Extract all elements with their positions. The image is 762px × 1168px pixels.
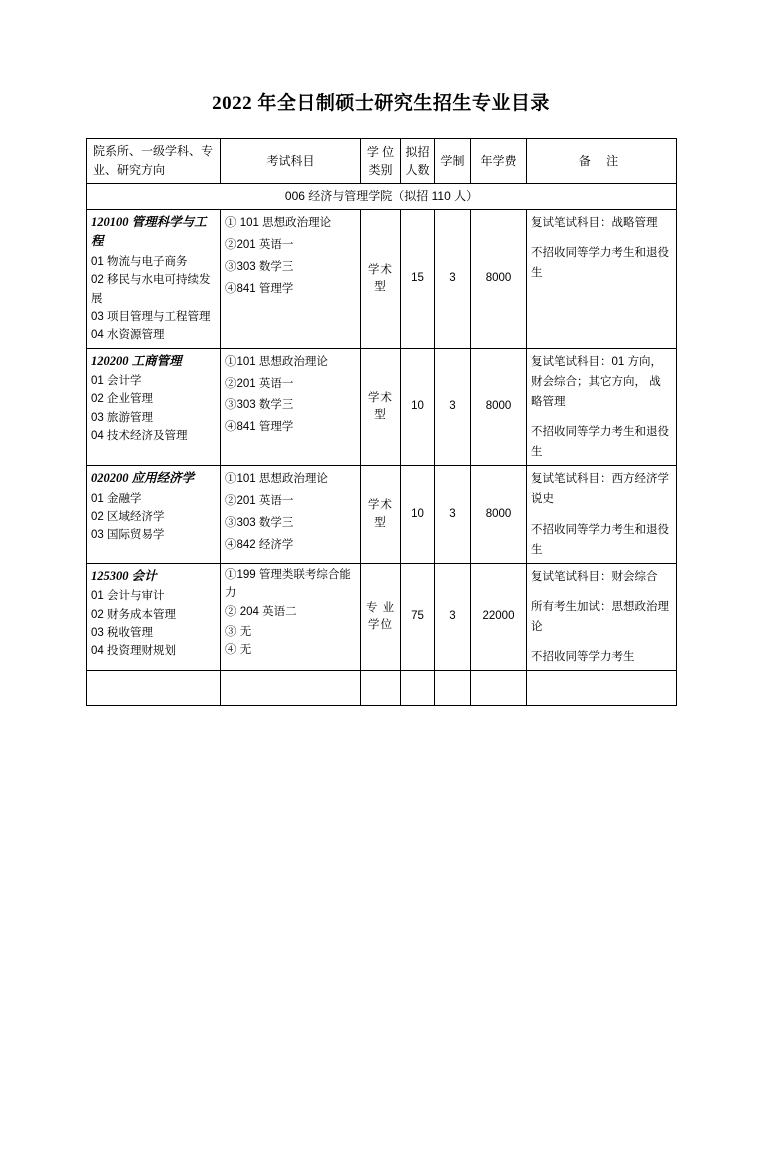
page-title: 2022 年全日制硕士研究生招生专业目录 — [212, 93, 550, 114]
table-header-row — [87, 139, 677, 184]
header-years: 学制 — [435, 139, 471, 184]
years-cell: 3 — [435, 348, 471, 466]
years-cell: 3 — [435, 466, 471, 564]
subject-item: ④ 无 — [225, 644, 252, 657]
direction-item: 01 金融学 — [91, 492, 142, 505]
subject-item: ①101 思想政治理论 — [225, 473, 328, 486]
direction-item: 02 财务成本管理 — [91, 608, 176, 621]
spacer-cell — [471, 671, 527, 706]
remark-item: 不招收同等学力考生 — [531, 651, 635, 664]
remark-item: 所有考生加试：思想政治理论 — [531, 600, 669, 634]
subject-item: ③303 数学三 — [225, 260, 294, 273]
subject-item: ① 101 思想政治理论 — [225, 216, 332, 229]
remark-spacer — [531, 510, 672, 520]
remark-item: 复试笔试科目：01 方向，财会综合；其它方向， 战略管理 — [531, 355, 662, 408]
header-major: 院系所、一级学科、专业、研究方向 — [87, 139, 221, 184]
fee-cell: 8000 — [471, 348, 527, 466]
fee-cell: 8000 — [471, 209, 527, 348]
table-bottom-spacer-row — [87, 671, 677, 706]
remark-item: 不招收同等学力考生和退役生 — [531, 247, 669, 280]
subject-item: ④841 管理学 — [225, 282, 294, 295]
subject-item: ①199 管理类联考综合能力 — [225, 568, 351, 599]
direction-item: 01 会计学 — [91, 375, 142, 388]
major-cell — [87, 466, 221, 564]
fee-cell: 22000 — [471, 563, 527, 671]
header-remark: 备 注 — [527, 139, 677, 184]
plan-count-cell: 10 — [401, 466, 435, 564]
table-row — [87, 563, 677, 671]
remark-item: 不招收同等学力考生和退役生 — [531, 523, 669, 556]
direction-item: 01 物流与电子商务 — [91, 255, 188, 268]
years-cell: 3 — [435, 209, 471, 348]
spacer-cell — [401, 671, 435, 706]
subject-item: ②201 英语一 — [225, 238, 294, 251]
section-title: 006 经济与管理学院（拟招 110 人） — [87, 184, 677, 210]
remark-cell — [527, 466, 677, 564]
subjects-cell — [221, 209, 361, 348]
subject-item: ②201 英语一 — [225, 495, 294, 508]
remark-cell — [527, 209, 677, 348]
admissions-catalog-table — [86, 138, 677, 706]
header-degree-type: 学 位类别 — [361, 139, 401, 184]
degree-type-cell: 学术型 — [361, 348, 401, 466]
header-plan-count: 拟招人数 — [401, 139, 435, 184]
remark-item: 复试笔试科目：财会综合 — [531, 570, 658, 583]
subjects-cell — [221, 563, 361, 671]
major-code-name: 125300 会计 — [91, 568, 157, 583]
spacer-cell — [221, 671, 361, 706]
remark-item: 复试笔试科目：西方经济学说史 — [531, 473, 669, 506]
subject-item: ③ 无 — [225, 626, 252, 639]
degree-type-cell: 专 业学位 — [361, 563, 401, 671]
direction-item: 03 税收管理 — [91, 626, 153, 639]
direction-item: 02 区域经济学 — [91, 511, 165, 524]
catalog-table-wrapper — [86, 138, 676, 706]
plan-count-cell: 75 — [401, 563, 435, 671]
direction-item: 04 技术经济及管理 — [91, 430, 188, 443]
direction-item: 03 项目管理与工程管理 — [91, 310, 211, 323]
remark-cell — [527, 348, 677, 466]
spacer-cell — [435, 671, 471, 706]
subject-item: ③303 数学三 — [225, 516, 294, 529]
direction-item: 04 投资理财规划 — [91, 645, 176, 658]
major-code-name: 120200 工商管理 — [91, 353, 182, 368]
remark-spacer — [531, 637, 672, 647]
direction-item: 02 移民与水电可持续发展 — [91, 274, 211, 305]
direction-item: 04 水资源管理 — [91, 329, 165, 342]
table-row — [87, 466, 677, 564]
document-page — [0, 88, 762, 1168]
degree-type-cell: 学术型 — [361, 466, 401, 564]
spacer-cell — [361, 671, 401, 706]
remark-item: 不招收同等学力考生和退役生 — [531, 426, 669, 459]
table-row — [87, 209, 677, 348]
fee-cell: 8000 — [471, 466, 527, 564]
subject-item: ②201 英语一 — [225, 377, 294, 390]
remark-spacer — [531, 412, 672, 422]
degree-type-cell: 学术型 — [361, 209, 401, 348]
major-cell — [87, 209, 221, 348]
spacer-cell — [87, 671, 221, 706]
direction-item: 02 企业管理 — [91, 393, 153, 406]
subject-item: ①101 思想政治理论 — [225, 355, 328, 368]
subjects-cell — [221, 348, 361, 466]
major-code-name: 020200 应用经济学 — [91, 471, 195, 486]
major-cell — [87, 348, 221, 466]
major-code-name: 120100 管理科学与工程 — [91, 214, 207, 249]
table-row — [87, 348, 677, 466]
plan-count-cell: 15 — [401, 209, 435, 348]
spacer-cell — [527, 671, 677, 706]
subject-item: ③303 数学三 — [225, 399, 294, 412]
direction-item: 03 旅游管理 — [91, 411, 153, 424]
direction-item: 01 会计与审计 — [91, 590, 165, 603]
major-cell — [87, 563, 221, 671]
subjects-cell — [221, 466, 361, 564]
remark-cell — [527, 563, 677, 671]
header-fee: 年学费 — [471, 139, 527, 184]
subject-item: ④841 管理学 — [225, 421, 294, 434]
header-subjects: 考试科目 — [221, 139, 361, 184]
remark-spacer — [531, 587, 672, 597]
plan-count-cell: 10 — [401, 348, 435, 466]
remark-item: 复试笔试科目：战略管理 — [531, 216, 658, 229]
subject-item: ② 204 英语二 — [225, 606, 297, 619]
subject-item: ④842 经济学 — [225, 538, 294, 551]
years-cell: 3 — [435, 563, 471, 671]
remark-spacer — [531, 233, 672, 243]
section-header-row — [87, 184, 677, 210]
direction-item: 03 国际贸易学 — [91, 529, 165, 542]
